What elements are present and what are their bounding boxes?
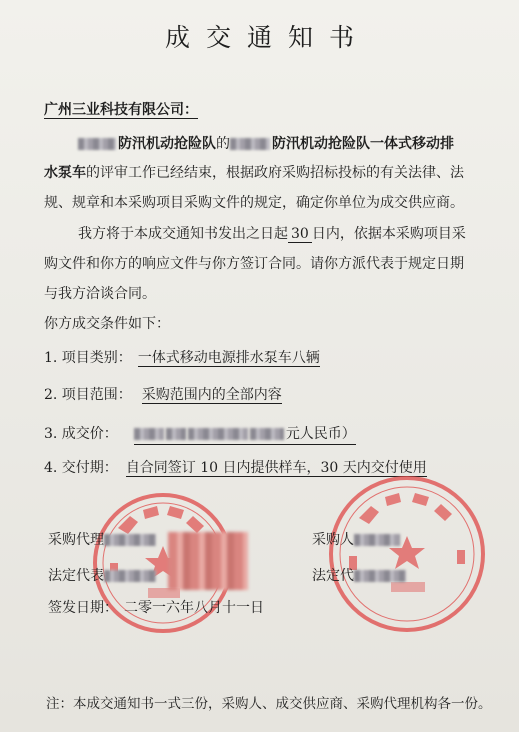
project-name-c: 水泵车 (44, 165, 86, 181)
para2-line3: 与我方洽谈合同。 (44, 286, 156, 302)
condition-item (44, 385, 282, 405)
redaction (230, 138, 270, 150)
document-title: 成交通知书 (164, 23, 370, 52)
condition-label: 2. 项目范围： (44, 387, 132, 403)
redaction (250, 428, 284, 440)
legal-rep-left-line (48, 566, 158, 586)
agency-label: 采购代理 (48, 532, 104, 548)
para2-line1-b: 日内，依据本采购项目采 (311, 226, 466, 242)
redaction (134, 428, 164, 440)
conditions-intro: 你方成交条件如下： (44, 316, 170, 332)
project-name-b: 防汛机动抢险队一体式移动排 (272, 136, 454, 152)
para2-line1-a: 我方将于本成交通知书发出之日起 (78, 226, 288, 242)
price-field (134, 424, 356, 445)
redaction (104, 534, 156, 546)
purchaser-seal (325, 472, 489, 636)
purchaser-label: 采购人 (312, 532, 354, 548)
para2-line1 (78, 224, 466, 244)
condition-label: 4. 交付期： (44, 460, 118, 476)
project-name-a: 防汛机动抢险队 (118, 136, 216, 152)
condition-item (44, 348, 320, 368)
issue-date-value: 二零一六年八月十一日 (124, 600, 264, 616)
redaction (166, 428, 186, 440)
legal-rep-left-label: 法定代表 (48, 568, 104, 584)
condition-label: 1. 项目类别： (44, 350, 132, 366)
agency-signature-line (48, 530, 158, 550)
para1-line3: 规、规章和本采购项目采购文件的规定，确定你单位为成交供应商。 (44, 195, 464, 211)
condition-item (44, 424, 356, 445)
addressee (44, 100, 198, 120)
para2-line2: 购文件和你方的响应文件与你方签订合同。请你方派代表于规定日期 (44, 256, 464, 272)
condition-label: 3. 成交价： (44, 426, 118, 442)
legal-rep-right-label: 法定代 (312, 568, 354, 584)
redaction (188, 428, 248, 440)
condition-value: 采购范围内的全部内容 (141, 387, 282, 403)
legal-rep-right-line (312, 566, 408, 586)
footnote: 注：本成交通知书一式三份，采购人、成交供应商、采购代理机构各一份。 (46, 696, 492, 712)
text-de: 的 (216, 136, 230, 152)
para1-line2 (44, 163, 464, 183)
seal-redaction (168, 532, 248, 590)
condition-value: 自合同签订 10 日内提供样车，30 天内交付使用 (125, 460, 427, 476)
purchaser-signature-line (312, 530, 402, 550)
redaction (104, 570, 156, 582)
para1-line1 (78, 134, 454, 154)
condition-value: 一体式移动电源排水泵车八辆 (137, 350, 320, 366)
days-value: 30 (288, 226, 312, 243)
price-unit: 元人民币） (285, 426, 356, 442)
para1-line2-text: 的评审工作已经结束，根据政府采购招标投标的有关法律、法 (86, 165, 464, 181)
issue-date (48, 598, 264, 618)
addressee-text: 广州三业科技有限公司： (44, 102, 198, 118)
issue-date-label: 签发日期： (48, 600, 118, 616)
redaction (354, 570, 406, 582)
redaction (354, 534, 400, 546)
redaction (78, 138, 116, 150)
